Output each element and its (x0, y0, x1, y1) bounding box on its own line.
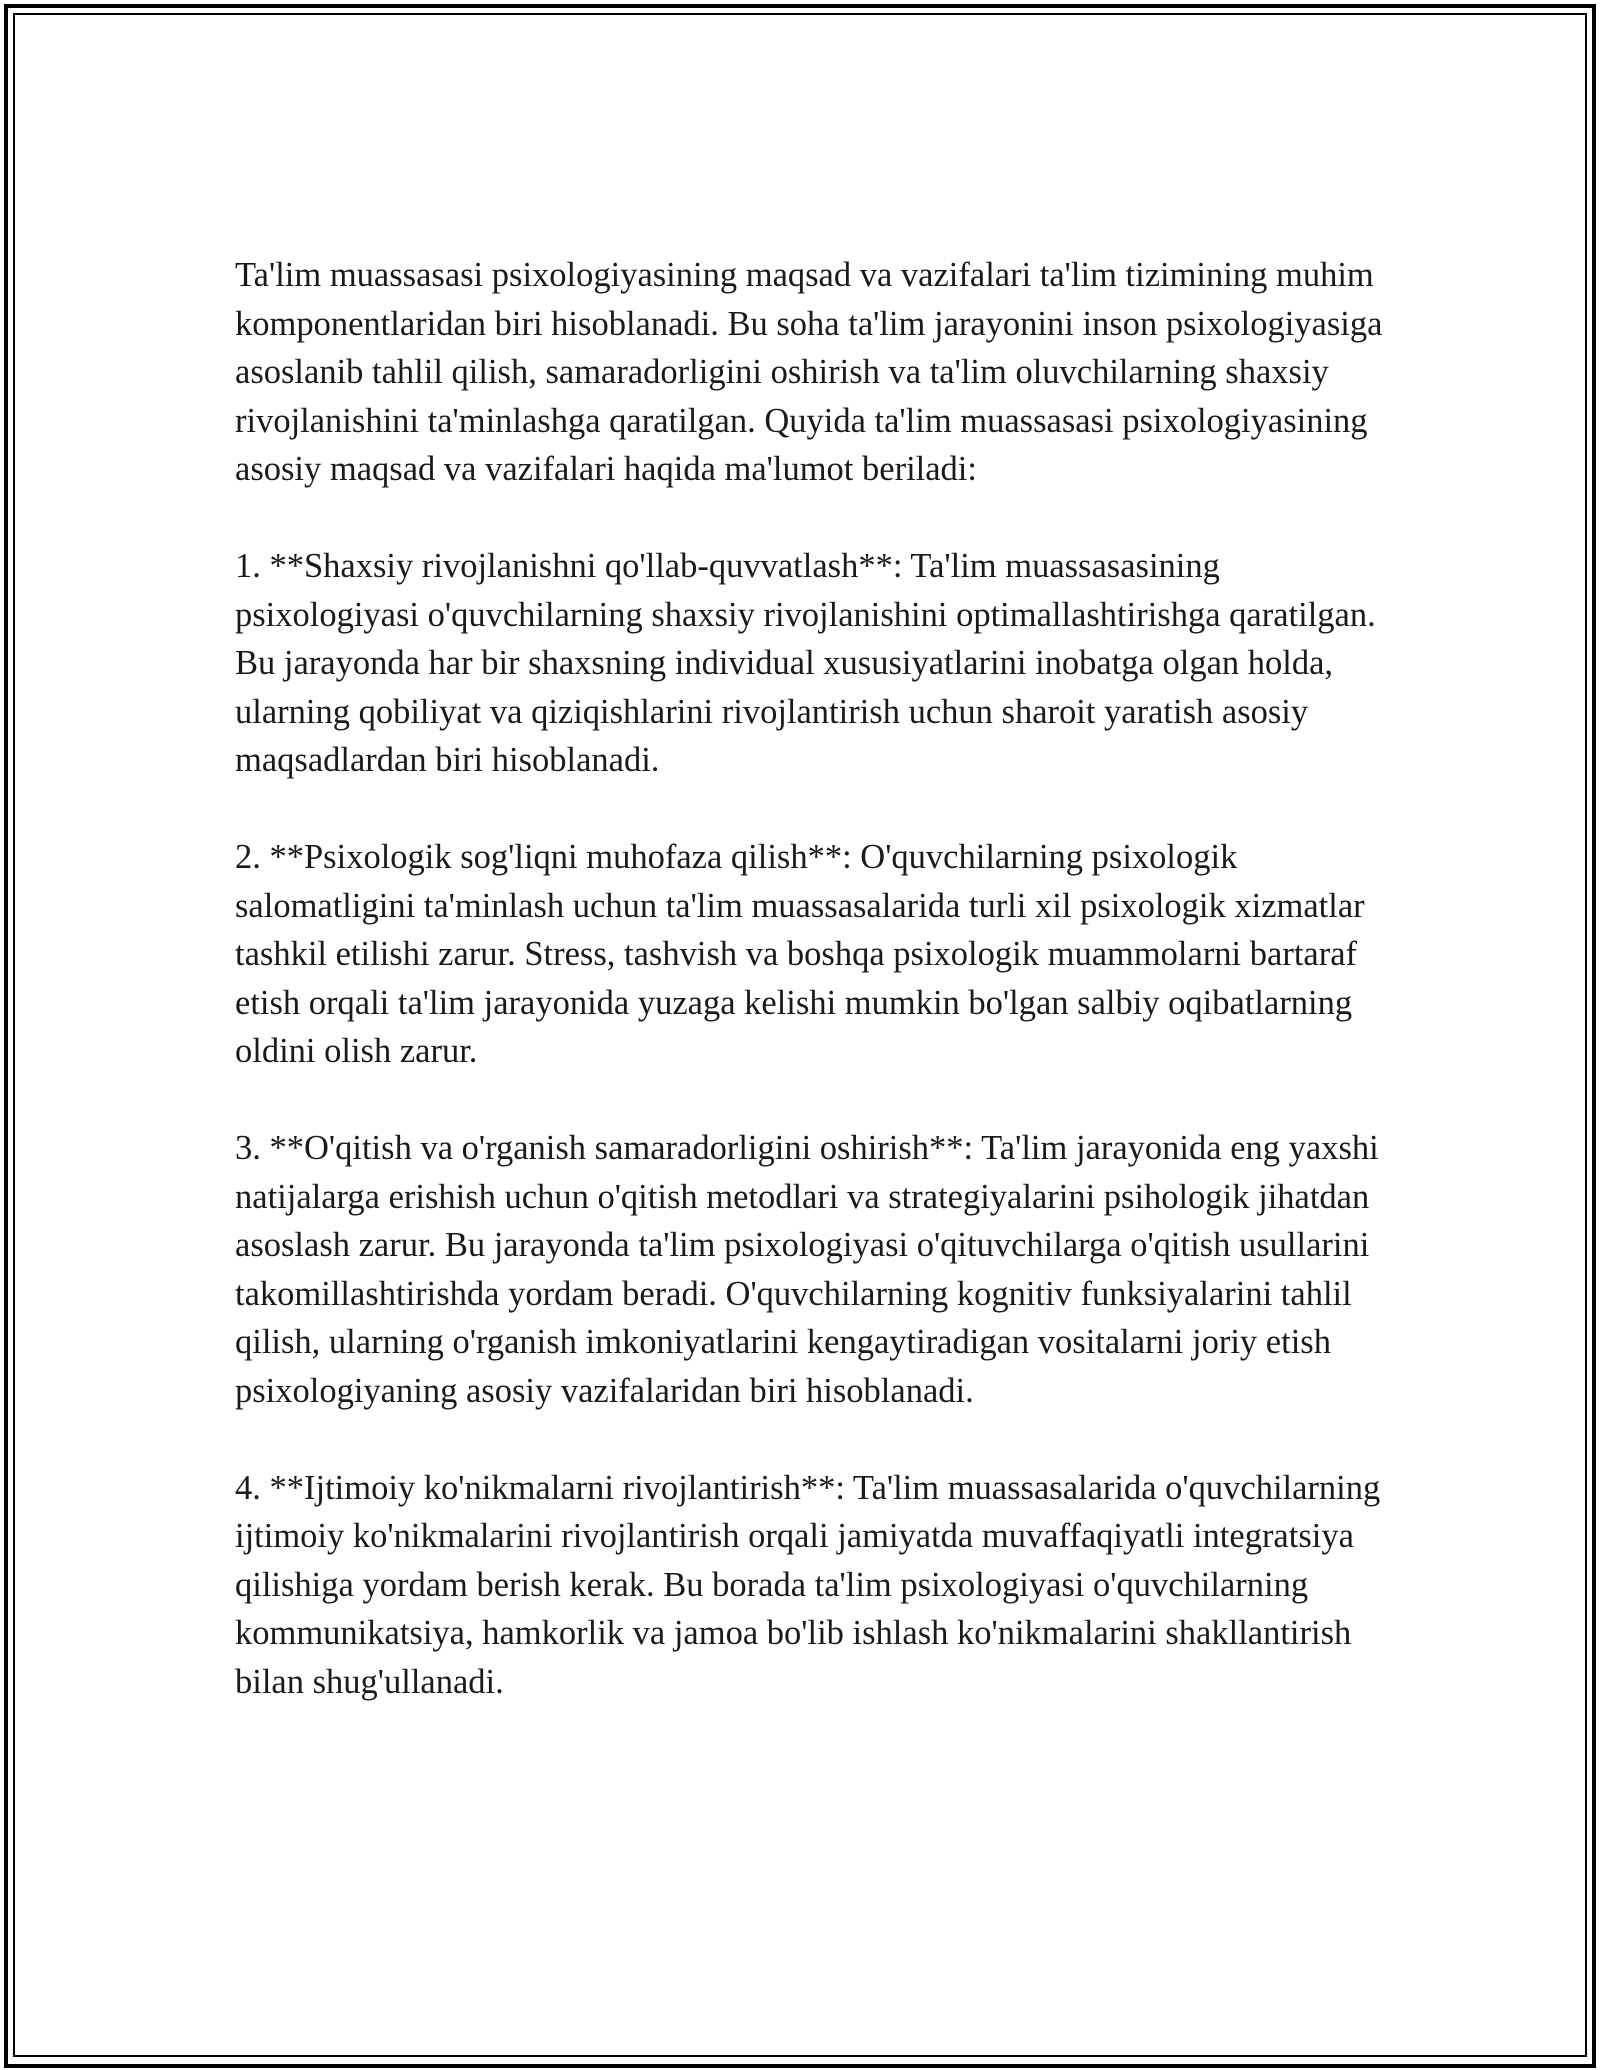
document-body (235, 251, 1395, 1755)
list-item-4: 4. **Ijtimoiy ko'nikmalarni rivojlantirish**: Ta'lim muassasalarida o'quvchilarning ijtimoiy ko'nikmalarini rivojlantirish orqali jamiyatda muvaffaqiyatli integratsiya qilishiga yordam berish kerak. Bu borada ta'lim psixologiyasi o'quvchilarning kommunikatsiya, hamkorlik va jamoa bo'lib ishlash ko'nikmalarini shakllantirish bilan shug'ullanadi. (235, 1468, 1381, 1701)
intro-paragraph: Ta'lim muassasasi psixologiyasining maqsad va vazifalari ta'lim tizimining muhim komponentlaridan biri hisoblanadi. Bu soha ta'lim jarayonini inson psixologiyasiga asoslanib tahlil qilish, samaradorligini oshirish va ta'lim oluvchilarning shaxsiy rivojlanishini ta'minlashga qaratilgan. Quyida ta'lim muassasasi psixologiyasining asosiy maqsad va vazifalari haqida ma'lumot beriladi: (235, 256, 1383, 488)
list-item-1: 1. **Shaxsiy rivojlanishni qo'llab-quvvatlash**: Ta'lim muassasasining psixologiyasi o'quvchilarning shaxsiy rivojlanishini optimallashtirishga qaratilgan. Bu jarayonda har bir shaxsning individual xususiyatlarini inobatga olgan holda, ularning qobiliyat va qiziqishlarini rivojlantirish uchun sharoit yaratish asosiy maqsadlardan biri hisoblanadi. (235, 547, 1376, 779)
list-item-2: 2. **Psixologik sog'liqni muhofaza qilish**: O'quvchilarning psixologik salomatligini ta'minlash uchun ta'lim muassasalarida turli xil psixologik xizmatlar tashkil etilishi zarur. Stress, tashvish va boshqa psixologik muammolarni bartaraf etish orqali ta'lim jarayonida yuzaga kelishi mumkin bo'lgan salbiy oqibatlarning oldini olish zarur. (235, 838, 1365, 1070)
list-item-3: 3. **O'qitish va o'rganish samaradorligini oshirish**: Ta'lim jarayonida eng yaxshi natijalarga erishish uchun o'qitish metodlari va strategiyalarini psihologik jihatdan asoslash zarur. Bu jarayonda ta'lim psixologiyasi o'qituvchilarga o'qitish usullarini takomillashtirishda yordam beradi. O'quvchilarning kognitiv funksiyalarini tahlil qilish, ularning o'rganish imkoniyatlarini kengaytiradigan vositalarni joriy etish psixologiyaning asosiy vazifalaridan biri hisoblanadi. (235, 1129, 1379, 1410)
